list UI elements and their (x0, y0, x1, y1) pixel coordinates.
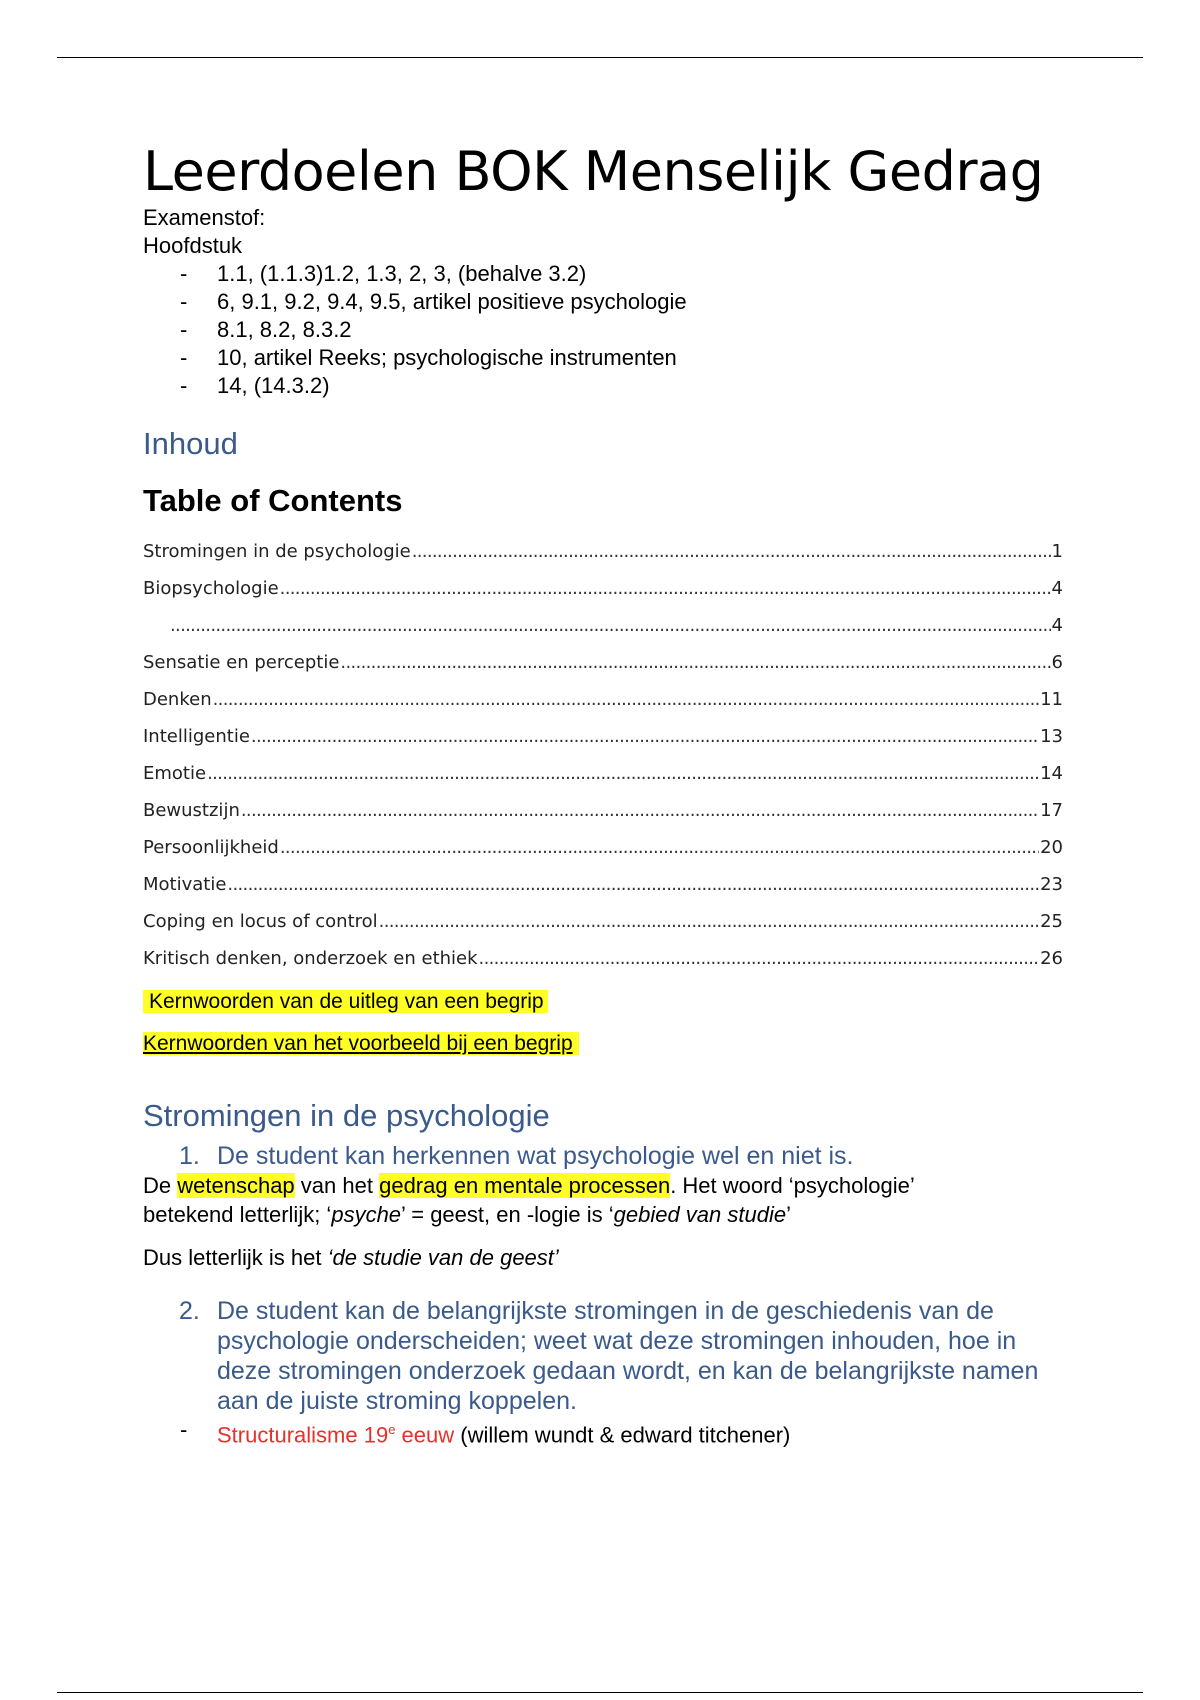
list-item: - 14, (14.3.2) (180, 373, 330, 398)
top-rule (57, 57, 1143, 58)
bottom-rule (57, 1692, 1143, 1693)
toc-entry[interactable]: Intelligentie . . . 13 (143, 718, 1063, 755)
list-item: - 10, artikel Reeks; psychologische instrumenten (180, 345, 677, 370)
toc-entry[interactable]: Sensatie en perceptie . . . 6 (143, 644, 1063, 681)
paragraph-definition: De wetenschap van het gedrag en mentale processen. Het woord ‘psychologie’ betekend letterlijk; ‘psyche’ = geest, en -logie is ‘gebied van studie’ (143, 1173, 915, 1227)
section-heading: Stromingen in de psychologie (143, 1098, 550, 1133)
paragraph-literal: Dus letterlijk is het ‘de studie van de geest’ (143, 1245, 559, 1270)
inhoud-heading: Inhoud (143, 426, 238, 461)
document-page (143, 140, 1063, 1449)
legend-explanation: Kernwoorden van de uitleg van een begrip (143, 987, 1063, 1017)
exam-block (143, 204, 1063, 400)
toc-entry[interactable]: Emotie . . . 14 (143, 755, 1063, 792)
list-item: - 6, 9.1, 9.2, 9.4, 9.5, artikel positieve psychologie (180, 289, 687, 314)
table-of-contents (143, 533, 1063, 977)
toc-entry[interactable]: Coping en locus of control . . . 25 (143, 903, 1063, 940)
toc-entry[interactable]: Kritisch denken, onderzoek en ethiek . . . 26 (143, 940, 1063, 977)
list-item: - Structuralisme 19e eeuw (willem wundt & edward titchener) (180, 1417, 791, 1448)
learning-objective-2: 2. De student kan de belangrijkste stromingen in de geschiedenis van de psychologie onderscheiden; weet wat deze stromingen inhouden, hoe in deze stromingen onderzoek gedaan wordt, en kan de belangrijkste namen aan de juiste stroming koppelen. (179, 1297, 1039, 1415)
list-item: - 1.1, (1.1.3)1.2, 1.3, 2, 3, (behalve 3.2) (180, 261, 587, 286)
toc-entry[interactable]: Motivatie . . . 23 (143, 866, 1063, 903)
legend-example: Kernwoorden van het voorbeeld bij een begrip (143, 1029, 1063, 1059)
stromingen-list (143, 1416, 1063, 1449)
toc-entry[interactable]: Biopsychologie . . . 4 (143, 570, 1063, 607)
chapter-list (143, 260, 1063, 400)
chapter-label: Hoofdstuk (143, 233, 243, 258)
document-title: Leerdoelen BOK Menselijk Gedrag (143, 140, 1044, 203)
learning-objective-1: 1. De student kan herkennen wat psychologie wel en niet is. (179, 1142, 854, 1170)
exam-label: Examenstof: (143, 205, 266, 230)
list-item: - 8.1, 8.2, 8.3.2 (180, 317, 352, 342)
toc-entry[interactable]: . . . 4 (143, 607, 1063, 644)
toc-entry[interactable]: Persoonlijkheid . . . 20 (143, 829, 1063, 866)
toc-entry[interactable]: Bewustzijn . . . 17 (143, 792, 1063, 829)
toc-title: Table of Contents (143, 483, 403, 518)
toc-entry[interactable]: Denken . . . 11 (143, 681, 1063, 718)
toc-entry[interactable]: Stromingen in de psychologie . . . 1 (143, 533, 1063, 570)
